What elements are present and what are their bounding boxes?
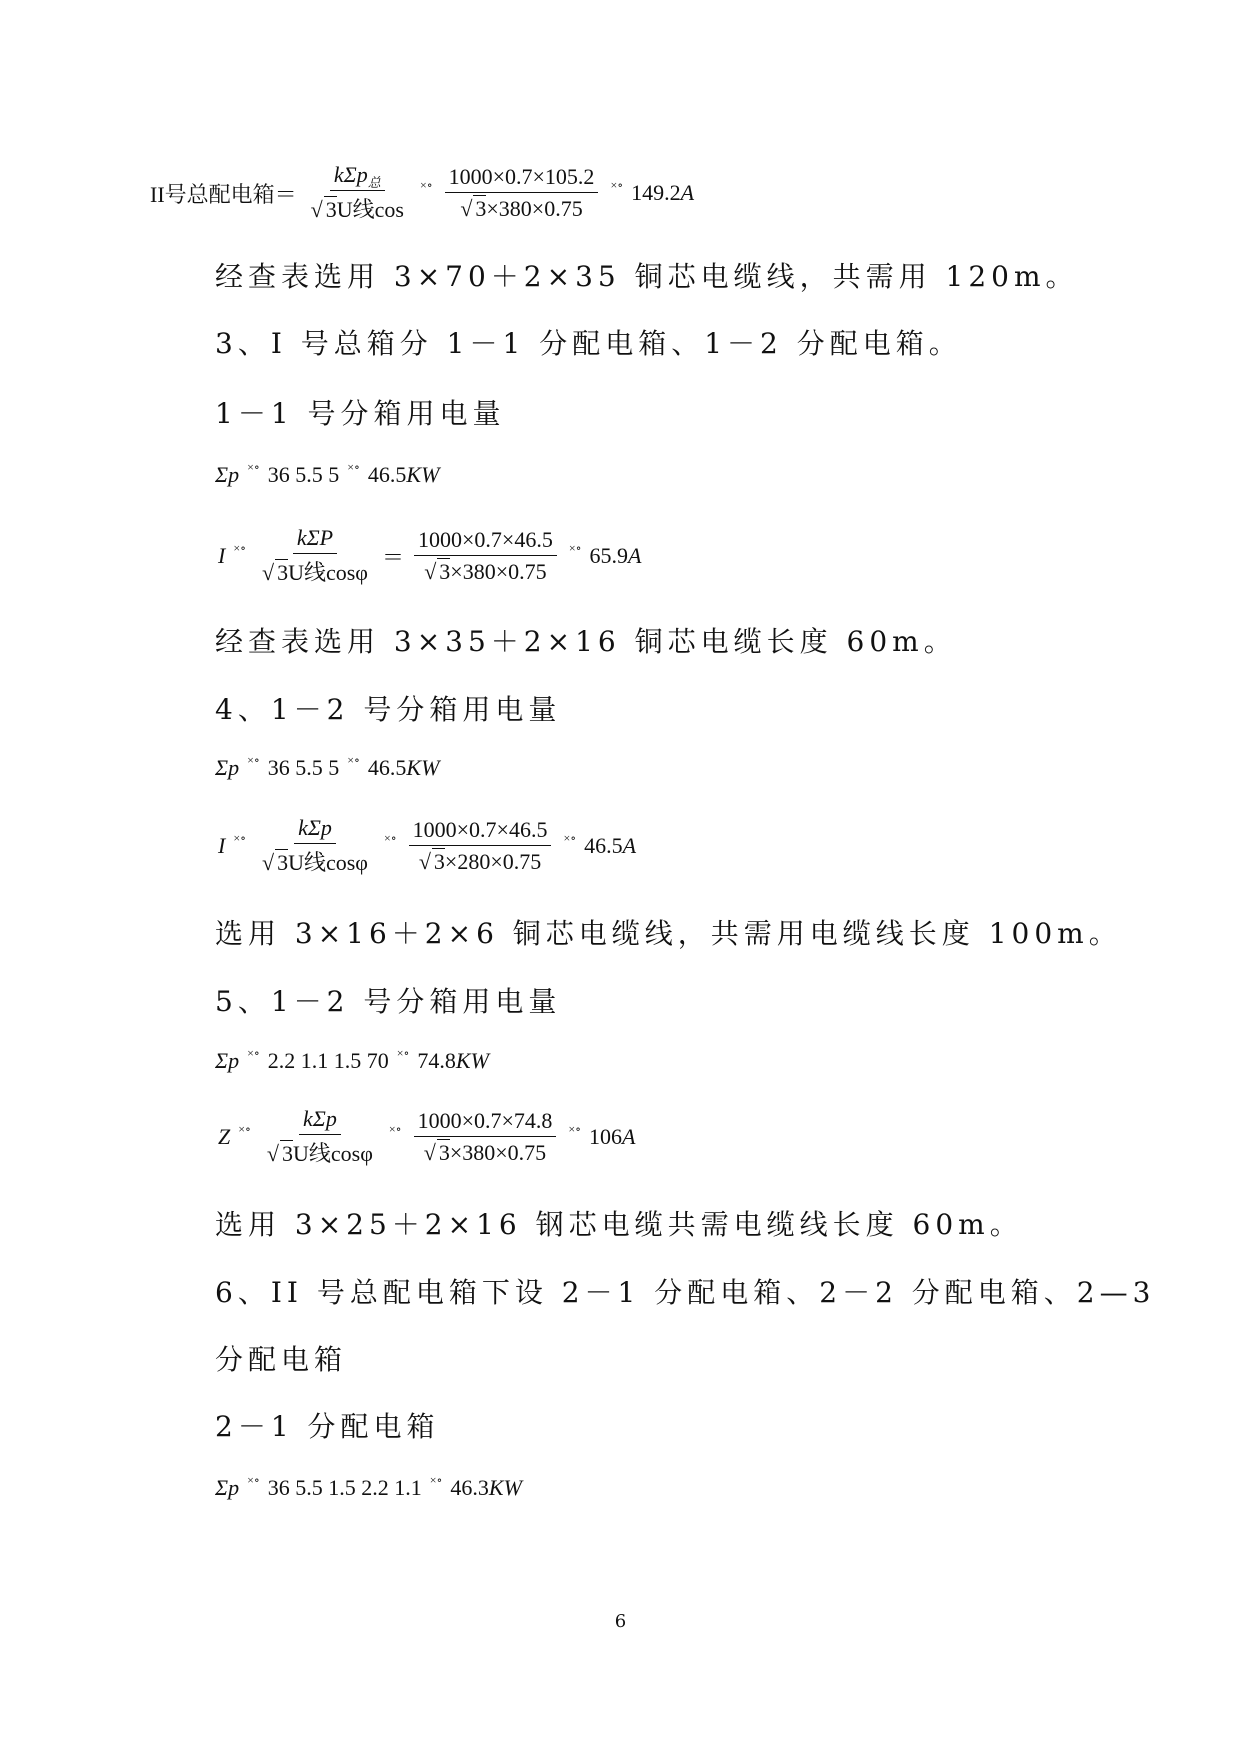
paragraph: 经查表选用 3×70＋2×35 铜芯电缆线，共需用 120m。 [215,260,1079,293]
fraction-symbolic: $\frac{k\Sigma p_总}{\text{√ 3U线cos}}$ [310,162,404,222]
formula-current: I ×∘ $\frac{\text{kΣp}}{\text{√ 3U线cosφ}}$ ×∘ $\frac{1000\times 0.7\times 46.5}{√ 3\times 280\times 0.75}$ ×∘ 46.5A [218,815,637,875]
symbol-mark: ×∘ [419,177,433,192]
paragraph: 3、I 号总箱分 1－1 分配电箱、1－2 分配电箱。 [215,327,962,360]
fraction-numeric: $\frac{1000\times 0.7\times 105.2}{√ 3\times 380\times 0.75}$ [445,164,599,222]
sum-formula: Σp ×∘ 2.2 1.1 1.5 70 ×∘ 74.8KW [215,1045,489,1073]
page-number: 6 [614,1611,627,1632]
formula-lhs: II号总配电箱＝ [150,181,297,207]
formula-ii-main-box: II号总配电箱＝ $\frac{k\Sigma p_总}{\text{√ 3U线cos}}$ ×∘ $\frac{1000\times 0.7\times 105.2}{√ 3\times 380\times 0.75}$ ×∘ 149.2A [150,162,695,222]
paragraph: 选用 3×25＋2×16 钢芯电缆共需电缆线长度 60m。 [215,1208,1023,1241]
paragraph: 2－1 分配电箱 [215,1410,440,1443]
paragraph: 4、1－2 号分箱用电量 [215,693,562,726]
paragraph: 5、1－2 号分箱用电量 [215,985,562,1018]
sum-formula: Σp ×∘ 36 5.5 5 ×∘ 46.5KW [215,459,440,487]
paragraph: 1－1 号分箱用电量 [215,397,506,430]
paragraph: 6、II 号总配电箱下设 2－1 分配电箱、2－2 分配电箱、2—3 [215,1276,1156,1309]
paragraph: 选用 3×16＋2×6 铜芯电缆线，共需用电缆线长度 100m。 [215,917,1122,950]
sum-formula: Σp ×∘ 36 5.5 1.5 2.2 1.1 ×∘ 46.3KW [215,1472,522,1500]
paragraph: 经查表选用 3×35＋2×16 铜芯电缆长度 60m。 [215,625,957,658]
formula-result: 149.2A [631,180,695,205]
sum-formula: Σp ×∘ 36 5.5 5 ×∘ 46.5KW [215,752,440,780]
paragraph: 分配电箱 [215,1343,348,1376]
formula-impedance: Z ×∘ $\frac{\text{kΣp}}{\text{√ 3U线cosφ}}$ ×∘ $\frac{1000\times 0.7\times 74.8}{√ 3\times 380\times 0.75}$ ×∘ 106A [218,1106,636,1166]
formula-current: I ×∘ $\frac{\text{kΣP}}{\text{√ 3U线cosφ}}$ ＝ $\frac{1000\times 0.7\times 46.5}{√ 3\times 380\times 0.75}$ ×∘ 65.9A [218,525,642,585]
